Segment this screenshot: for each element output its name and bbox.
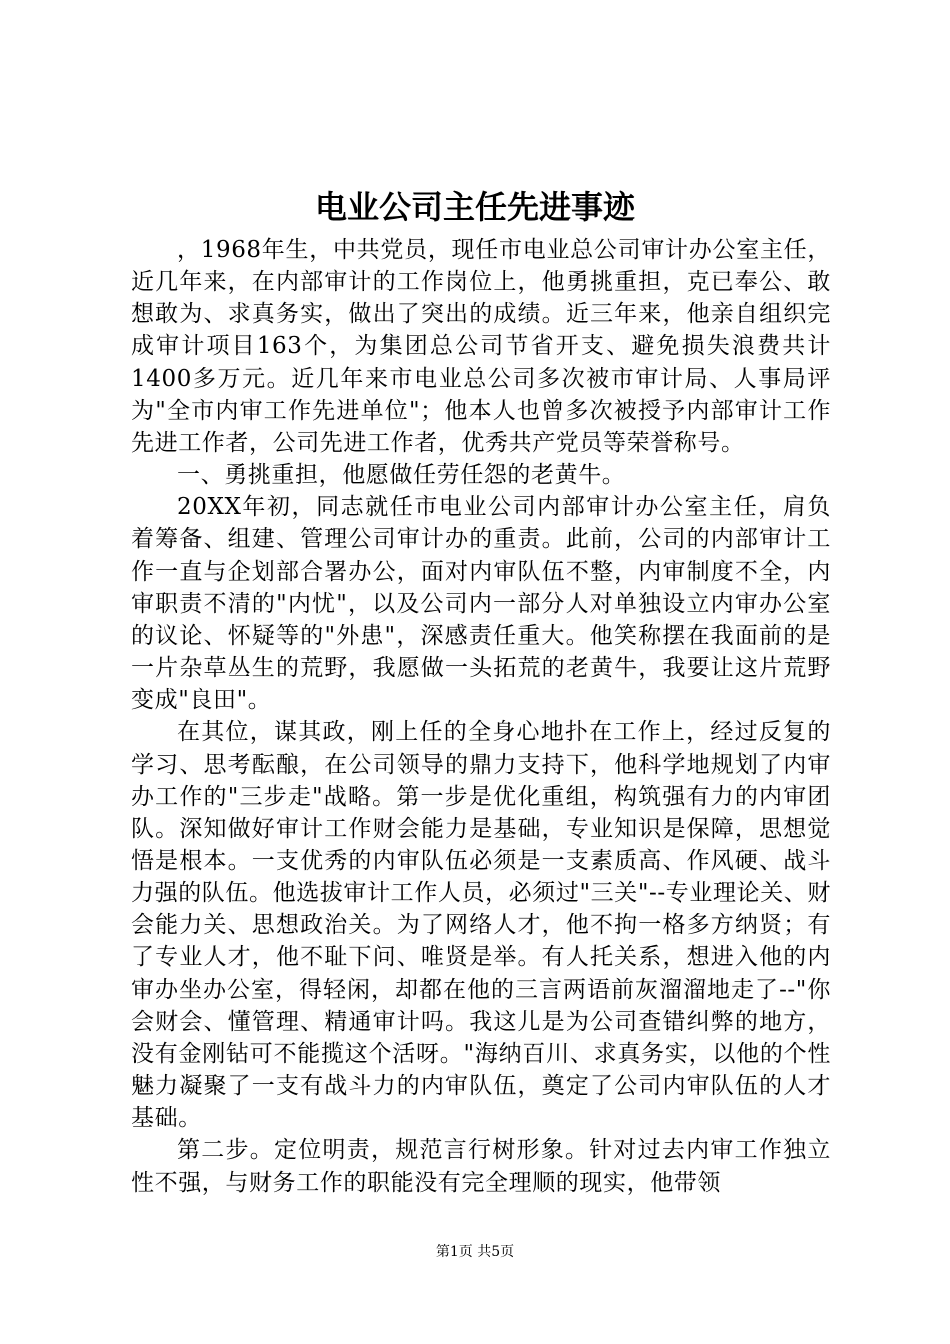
paragraph-heading-1: 一、勇挑重担，他愿做任劳任怨的老黄牛。	[177, 462, 626, 489]
paragraph-intro: ，1968年生，中共党员，现任市电业总公司审计办公室主任，近几年来，在内部审计的工作岗位上，他勇挑重担，克已奉公、敢想敢为、求真务实，做出了突出的成绩。近三年来，他亲自组织完成审计项目163个，为集团总公司节省开支、避免损失浪费共计1400多万元。近几年来市电业总公司多次被市审计局、人事局评为"全市内审工作先进单位"；他本人也曾多次被授予内部审计工作先进工作者，公司先进工作者，优秀共产党员等荣誉称号。	[131, 237, 831, 456]
paragraph-appointment: 20XX年初，同志就任市电业公司内部审计办公室主任，肩负着筹备、组建、管理公司审计办的重责。此前，公司的内部审计工作一直与企划部合署办公，面对内审队伍不整，内审制度不全，内审职责不清的"内忧"，以及公司内一部分人对单独设立内审办公室的议论、怀疑等的"外患"，深感责任重大。他笑称摆在我面前的是一片杂草丛生的荒野，我愿做一头拓荒的老黄牛，我要让这片荒野变成"良田"。	[131, 494, 831, 714]
document-title: 电业公司主任先进事迹	[314, 188, 635, 226]
paragraph-strategy-step-1: 在其位，谋其政，刚上任的全身心地扑在工作上，经过反复的学习、思考酝酿，在公司领导的鼎力支持下，他科学地规划了内审办工作的"三步走"战略。第一步是优化重组，构筑强有力的内审团队。深知做好审计工作财会能力是基础，专业知识是保障，思想觉悟是根本。一支优秀的内审队伍必须是一支素质高、作风硬、战斗力强的队伍。他选拔审计工作人员，必须过"三关"--专业理论关、财会能力关、思想政治关。为了网络人才，他不拘一格多方纳贤；有了专业人才，他不耻下问、唯贤是举。有人托关系，想进入他的内审办坐办公室，得轻闲，却都在他的三言两语前灰溜溜地走了--"你会财会、懂管理、精通审计吗。我这儿是为公司查错纠弊的地方，没有金刚钻可不能揽这个活呀。"海纳百川、求真务实，以他的个性魅力凝聚了一支有战斗力的内审队伍，奠定了公司内审队伍的人才基础。	[131, 719, 831, 1132]
document-body	[131, 234, 831, 1199]
page-number-footer: 第1页 共5页	[435, 1244, 515, 1260]
paragraph-strategy-step-2: 第二步。定位明责，规范言行树形象。针对过去内审工作独立性不强，与财务工作的职能没有完全理顺的现实，他带领	[131, 1137, 831, 1196]
